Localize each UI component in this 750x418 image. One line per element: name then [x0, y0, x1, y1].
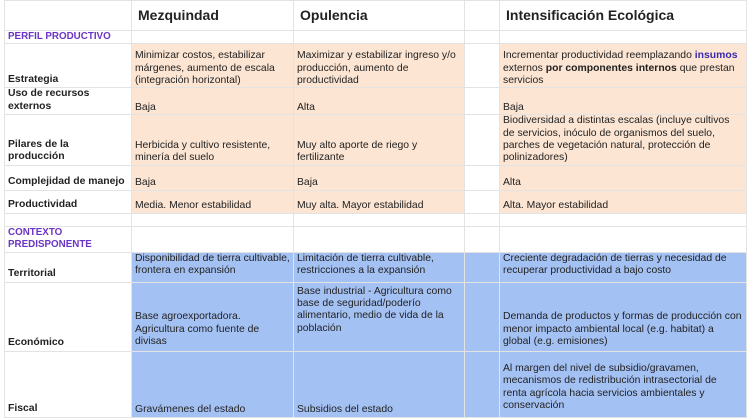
- header-empty-cell[interactable]: [5, 1, 132, 31]
- table-row-territorial: [5, 252, 747, 282]
- cell-opulencia[interactable]: Subsidios del estado: [294, 351, 465, 417]
- cell-mezquindad[interactable]: Disponibilidad de tierra cultivable, frontera en expansión: [132, 252, 294, 282]
- cell-opulencia[interactable]: Alta: [294, 88, 465, 115]
- empty-cell[interactable]: [500, 31, 747, 44]
- table-row-productividad: [5, 190, 747, 213]
- header-gap-cell[interactable]: [465, 1, 500, 31]
- cell-text: que prestan servicios: [503, 62, 735, 86]
- cell-mezquindad[interactable]: Media. Menor estabilidad: [132, 190, 294, 213]
- comparison-table: [4, 0, 747, 418]
- table-row-economico: [5, 282, 747, 351]
- table-row-fiscal: [5, 351, 747, 417]
- empty-cell[interactable]: [465, 190, 500, 213]
- cell-intensificacion[interactable]: Alta. Mayor estabilidad: [500, 190, 747, 213]
- empty-cell[interactable]: [132, 31, 294, 44]
- cell-intensificacion[interactable]: Biodiversidad a distintas escalas (incluye cultivos de servicios, inóculo de organismos del suelo, parches de vegetación natural, protección de polinizadores): [500, 115, 747, 166]
- section-row-contexto: [5, 226, 747, 252]
- cell-text: Incrementar productividad reemplazando: [503, 50, 695, 62]
- row-label[interactable]: Fiscal: [5, 351, 132, 417]
- section-row-perfil: [5, 31, 747, 44]
- empty-cell[interactable]: [465, 31, 500, 44]
- table-row-uso-recursos: [5, 88, 747, 115]
- cell-opulencia[interactable]: Muy alto aporte de riego y fertilizante: [294, 115, 465, 166]
- section-title-perfil[interactable]: PERFIL PRODUCTIVO: [5, 31, 132, 44]
- cell-opulencia[interactable]: Muy alta. Mayor estabilidad: [294, 190, 465, 213]
- cell-intensificacion[interactable]: Al margen del nivel de subsidio/gravamen, mecanismos de redistribución intrasectorial de renta agrícola hacia servicios ambientales y conservación: [500, 351, 747, 417]
- empty-cell[interactable]: [132, 213, 294, 226]
- empty-cell[interactable]: [294, 226, 465, 252]
- header-intensificacion[interactable]: Intensificación Ecológica: [500, 1, 747, 31]
- row-label[interactable]: Territorial: [5, 252, 132, 282]
- cell-text-highlight: insumos: [694, 50, 738, 62]
- cell-mezquindad[interactable]: Base agroexportadora. Agricultura como fuente de divisas: [132, 282, 294, 351]
- cell-mezquindad[interactable]: Baja: [132, 165, 294, 190]
- table-row-complejidad: [5, 165, 747, 190]
- table-row-estrategia: [5, 44, 747, 88]
- empty-cell[interactable]: [465, 226, 500, 252]
- spacer-row: [5, 213, 747, 226]
- cell-text: externos: [503, 62, 546, 74]
- cell-mezquindad[interactable]: Minimizar costos, estabilizar márgenes, aumento de escala (integración horizontal): [132, 44, 294, 88]
- cell-mezquindad[interactable]: Baja: [132, 88, 294, 115]
- cell-mezquindad[interactable]: Gravámenes del estado: [132, 351, 294, 417]
- empty-cell[interactable]: [465, 165, 500, 190]
- empty-cell[interactable]: [465, 88, 500, 115]
- empty-cell[interactable]: [5, 213, 132, 226]
- cell-intensificacion[interactable]: Alta: [500, 165, 747, 190]
- section-title-contexto[interactable]: CONTEXTO PREDISPONENTE: [5, 226, 132, 252]
- cell-intensificacion[interactable]: [500, 44, 747, 88]
- empty-cell[interactable]: [465, 213, 500, 226]
- row-label[interactable]: Económico: [5, 282, 132, 351]
- empty-cell[interactable]: [465, 252, 500, 282]
- empty-cell[interactable]: [465, 115, 500, 166]
- cell-mezquindad[interactable]: Herbicida y cultivo resistente, minería del suelo: [132, 115, 294, 166]
- cell-intensificacion[interactable]: Baja: [500, 88, 747, 115]
- cell-text-bold: por componentes internos: [545, 62, 677, 74]
- cell-opulencia[interactable]: Baja: [294, 165, 465, 190]
- cell-opulencia[interactable]: Maximizar y estabilizar ingreso y/o producción, aumento de productividad: [294, 44, 465, 88]
- empty-cell[interactable]: [294, 31, 465, 44]
- row-label[interactable]: Productividad: [5, 190, 132, 213]
- empty-cell[interactable]: [294, 213, 465, 226]
- header-opulencia[interactable]: Opulencia: [294, 1, 465, 31]
- row-label[interactable]: Estrategia: [5, 44, 132, 88]
- row-label[interactable]: Complejidad de manejo: [5, 165, 132, 190]
- row-label[interactable]: Pilares de la producción: [5, 115, 132, 166]
- empty-cell[interactable]: [500, 226, 747, 252]
- empty-cell[interactable]: [132, 226, 294, 252]
- cell-opulencia[interactable]: Limitación de tierra cultivable, restricciones a la expansión: [294, 252, 465, 282]
- header-mezquindad[interactable]: Mezquindad: [132, 1, 294, 31]
- row-label[interactable]: Uso de recursos externos: [5, 88, 132, 115]
- empty-cell[interactable]: [465, 44, 500, 88]
- cell-intensificacion[interactable]: Demanda de productos y formas de producción con menor impacto ambiental local (e.g. habitat) a global (e.g. emisiones): [500, 282, 747, 351]
- header-row: [5, 1, 747, 31]
- table-row-pilares: [5, 115, 747, 166]
- empty-cell[interactable]: [465, 351, 500, 417]
- empty-cell[interactable]: [500, 213, 747, 226]
- cell-intensificacion[interactable]: Creciente degradación de tierras y necesidad de recuperar productividad a bajo costo: [500, 252, 747, 282]
- cell-opulencia[interactable]: Base industrial - Agricultura como base de seguridad/poderío alimentario, medio de vida de la población: [294, 282, 465, 351]
- empty-cell[interactable]: [465, 282, 500, 351]
